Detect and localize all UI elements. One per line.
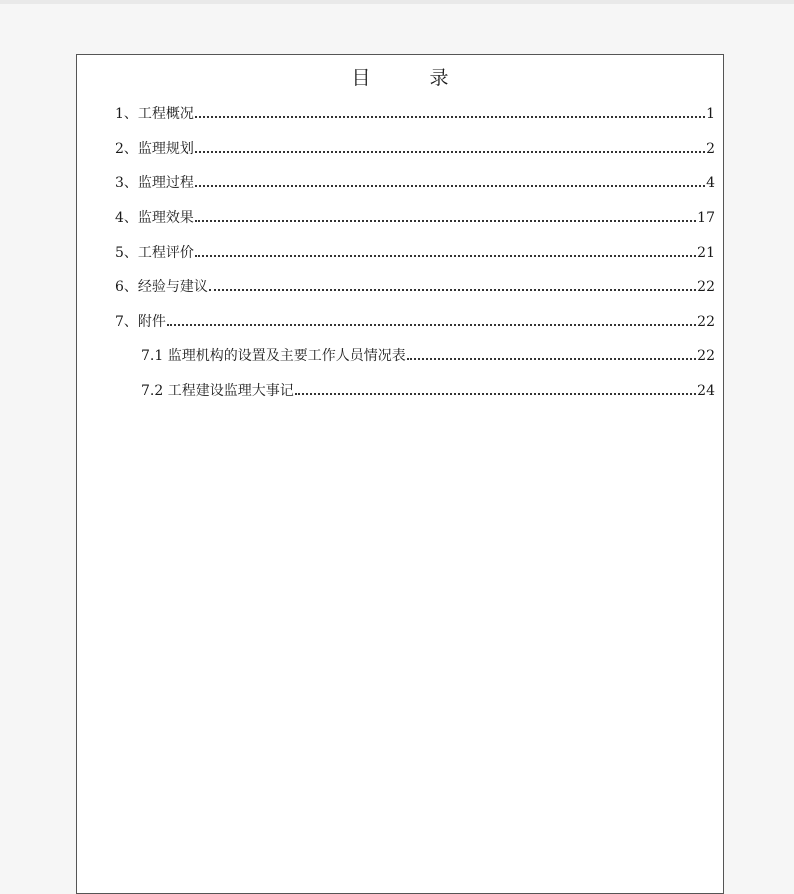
toc-leader-dots [195, 185, 705, 187]
toc-leader-dots [195, 151, 705, 153]
viewer-top-edge [0, 0, 794, 4]
toc-entry-3[interactable] [115, 172, 715, 192]
toc-entry-7-1[interactable] [141, 345, 715, 365]
toc-entry-label: 3、监理过程 [115, 175, 194, 191]
toc-leader-dots [195, 220, 696, 222]
toc-page-number: 4 [706, 175, 715, 191]
toc-entry-6[interactable] [115, 276, 715, 296]
toc-entry-7-2[interactable] [141, 380, 715, 400]
document-page [76, 54, 724, 894]
toc-entry-1[interactable] [115, 103, 715, 123]
toc-page-number: 22 [697, 314, 715, 330]
toc-entry-label: 6、经验与建议 [115, 279, 208, 295]
toc-entry-label: 2、监理规划 [115, 141, 194, 157]
toc-leader-dots [195, 116, 705, 118]
toc-page-number: 24 [697, 383, 715, 399]
toc-entry-label: 7、附件 [115, 314, 166, 330]
toc-leader-dots [209, 289, 696, 291]
toc-page-number: 17 [697, 210, 715, 226]
toc-leader-dots [167, 324, 696, 326]
toc-entry-7[interactable] [115, 311, 715, 331]
toc-entry-label: 1、工程概况 [115, 106, 194, 122]
toc-entry-5[interactable] [115, 242, 715, 262]
toc-page-number: 22 [697, 279, 715, 295]
toc-entry-2[interactable] [115, 138, 715, 158]
toc-entry-label: 7.1 监理机构的设置及主要工作人员情况表 [141, 348, 406, 364]
toc-leader-dots [407, 358, 696, 360]
toc-title: 目 录 [351, 67, 469, 89]
toc-entry-4[interactable] [115, 207, 715, 227]
toc-entry-label: 5、工程评价 [115, 245, 194, 261]
toc-page-number: 2 [706, 141, 715, 157]
toc-entry-label: 7.2 工程建设监理大事记 [141, 383, 294, 399]
toc-entry-label: 4、监理效果 [115, 210, 194, 226]
toc-page-number: 22 [697, 348, 715, 364]
toc-leader-dots [195, 255, 696, 257]
toc-page-number: 1 [706, 106, 715, 122]
toc-page-number: 21 [697, 245, 715, 261]
toc-leader-dots [295, 393, 696, 395]
